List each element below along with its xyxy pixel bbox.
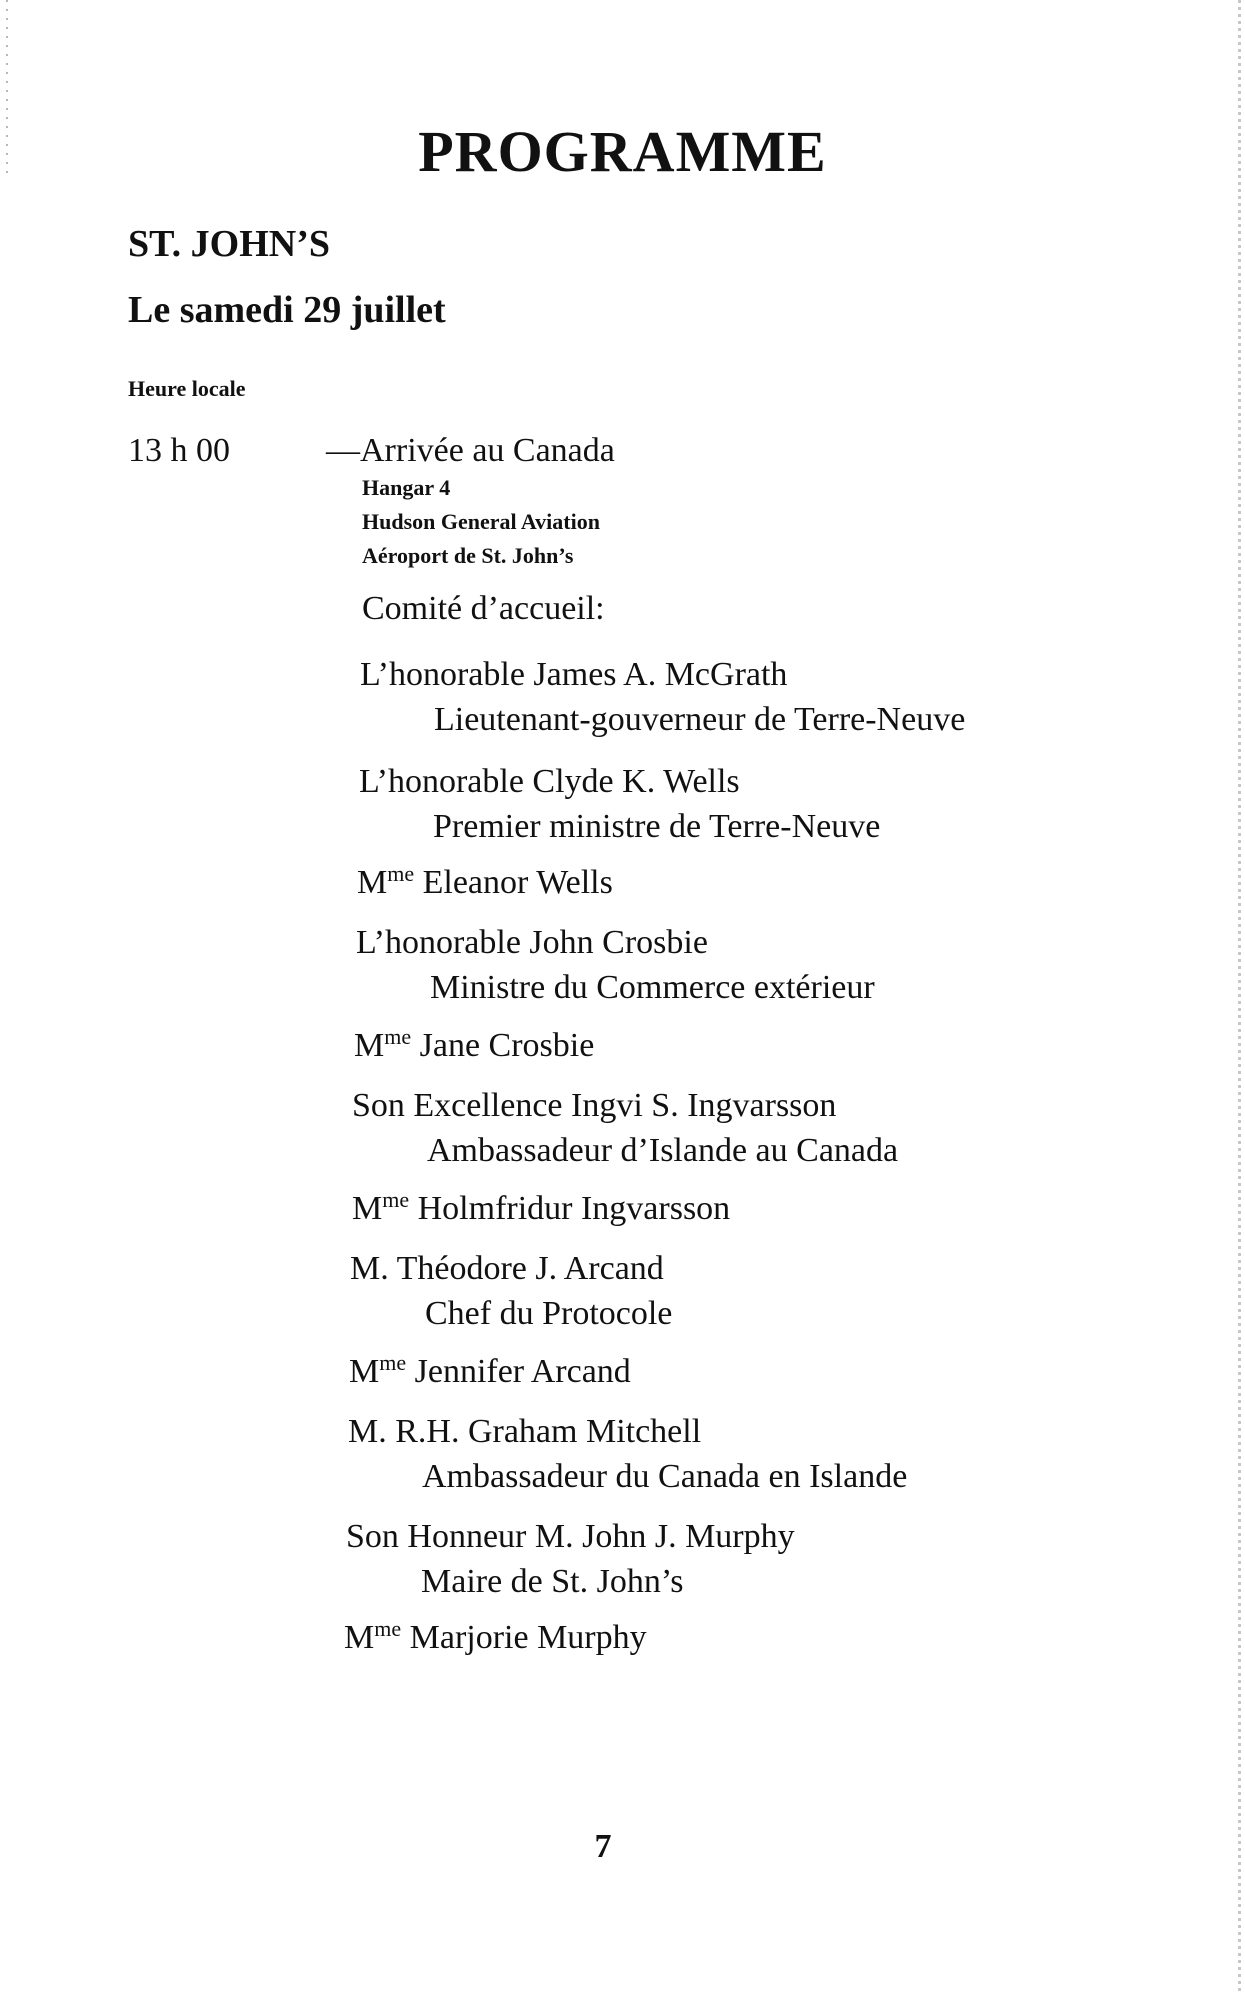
guest-name: L’honorable James A. McGrath: [360, 656, 788, 693]
welcome-committee-label: Comité d’accueil:: [362, 590, 605, 627]
guest-prefix: M: [344, 1619, 375, 1656]
guest-prefix: M: [352, 1190, 383, 1227]
guest-name: L’honorable Clyde K. Wells: [359, 763, 740, 800]
scan-edge-right: [1238, 0, 1241, 1995]
guest-name-text: Jane Crosbie: [419, 1027, 595, 1064]
guest-name-text: Marjorie Murphy: [409, 1619, 647, 1656]
guest-prefix-sup: me: [387, 861, 415, 886]
guest-name: L’honorable John Crosbie: [356, 924, 708, 961]
date-heading: Le samedi 29 juillet: [128, 289, 446, 331]
local-time-label: Heure locale: [128, 376, 246, 401]
guest-name: [344, 1616, 647, 1657]
guest-prefix-sup: me: [384, 1024, 412, 1049]
guest-name-text: Holmfridur Ingvarsson: [417, 1190, 731, 1227]
guest-prefix-sup: me: [379, 1350, 407, 1375]
guest-role: Lieutenant-gouverneur de Terre-Neuve: [434, 701, 966, 738]
guest-prefix-sup: me: [374, 1616, 402, 1641]
guest-name: [352, 1187, 730, 1228]
guest-name-text: Eleanor Wells: [422, 864, 613, 901]
guest-prefix: M: [354, 1027, 385, 1064]
event-time: 13 h 00: [128, 432, 230, 469]
guest-role: Ambassadeur du Canada en Islande: [422, 1458, 908, 1495]
page-number: 7: [594, 1828, 612, 1865]
guest-prefix: M: [349, 1353, 380, 1390]
guest-name-text: Jennifer Arcand: [414, 1353, 631, 1390]
guest-prefix: M: [357, 864, 388, 901]
guest-role: Premier ministre de Terre-Neuve: [433, 808, 881, 845]
guest-prefix-sup: me: [382, 1187, 410, 1212]
guest-role: Maire de St. John’s: [421, 1563, 684, 1600]
guest-name: M. Théodore J. Arcand: [350, 1250, 664, 1287]
page-title: PROGRAMME: [418, 119, 827, 184]
venue-line: Hudson General Aviation: [362, 509, 600, 534]
city-heading: ST. JOHN’S: [128, 223, 331, 265]
guest-name: Son Honneur M. John J. Murphy: [346, 1518, 795, 1555]
venue-line: Aéroport de St. John’s: [362, 543, 574, 568]
guest-role: Ambassadeur d’Islande au Canada: [427, 1132, 899, 1169]
venue-line: Hangar 4: [362, 475, 451, 500]
guest-name: [357, 861, 613, 902]
guest-name: [354, 1024, 594, 1065]
guest-role: Chef du Protocole: [425, 1295, 673, 1332]
guest-name: Son Excellence Ingvi S. Ingvarsson: [352, 1087, 837, 1124]
guest-role: Ministre du Commerce extérieur: [430, 969, 875, 1006]
event-title: —Arrivée au Canada: [326, 432, 615, 469]
guest-name: M. R.H. Graham Mitchell: [348, 1413, 702, 1450]
guest-name: [349, 1350, 631, 1391]
